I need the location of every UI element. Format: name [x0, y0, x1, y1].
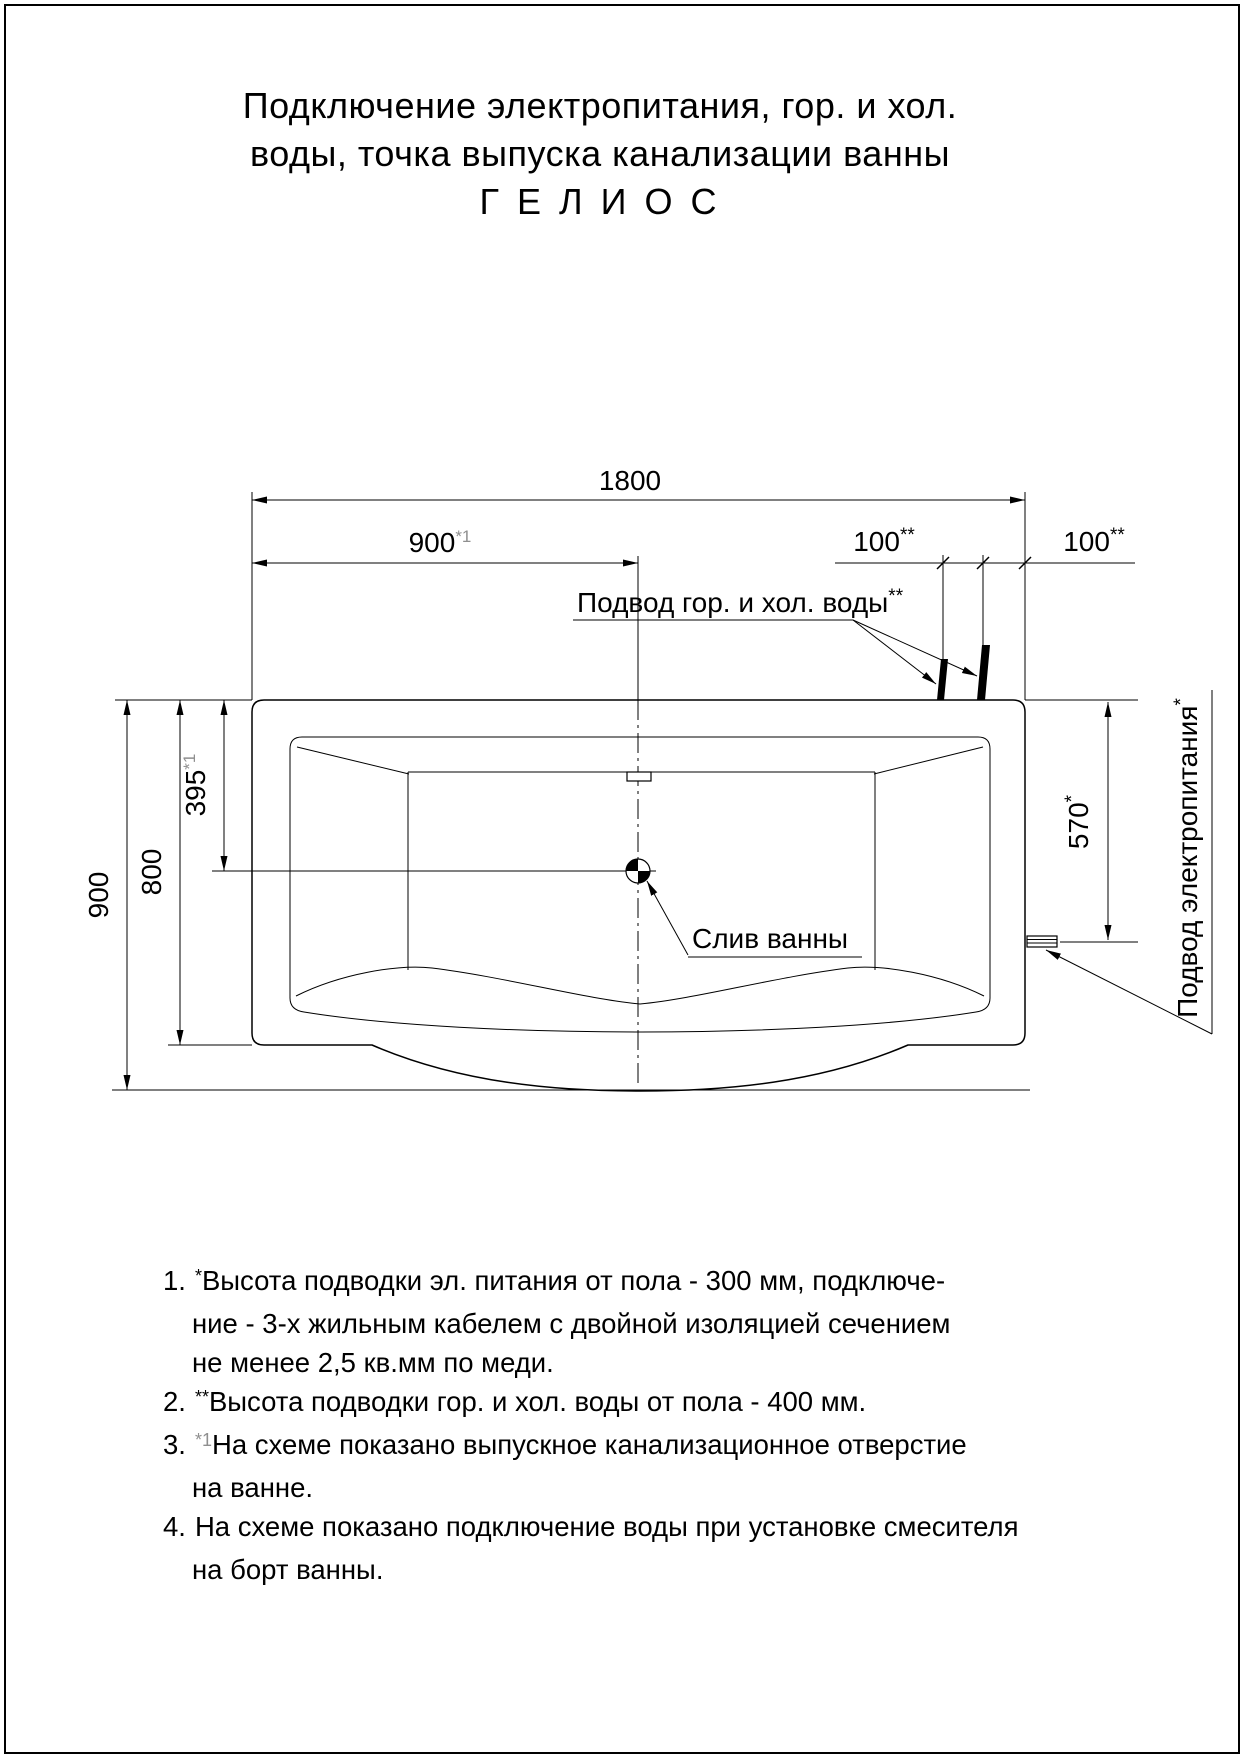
- dim-water-offset-2: 100**: [1063, 525, 1125, 557]
- dim-drain-from-edge: 395$^{*1}$: [180, 753, 211, 817]
- notes-list: [163, 1261, 1063, 1589]
- note-1-line-2: ние - 3-х жильным кабелем с двойной изоляцией сечением: [192, 1308, 951, 1339]
- water-pipe-icon: [977, 645, 990, 700]
- dim-power-from-edge: 570*: [1062, 794, 1094, 850]
- note-1-line-1: 1. *Высота подводки эл. питания от пола - 300 мм, подключе-: [163, 1265, 946, 1296]
- overflow-notch: [627, 772, 651, 781]
- dim-length-to-drain: 900$^{*1}$: [408, 527, 472, 558]
- dim-water-offset-1: 100**: [853, 525, 915, 557]
- note-1-line-3: не менее 2,5 кв.мм по меди.: [192, 1347, 554, 1378]
- seat-contour: [296, 967, 984, 1004]
- label-power-supply: Подвод электропитания*: [1171, 698, 1203, 1018]
- title-line-3: Г Е Л И О С: [479, 181, 721, 222]
- note-4-line-1: 4. На схеме показано подключение воды при установке смесителя: [163, 1511, 1019, 1542]
- water-supply-symbols: [573, 620, 990, 700]
- title-line-1: Подключение электропитания, гор. и хол.: [242, 85, 958, 126]
- label-drain: Слив ванны: [692, 923, 849, 954]
- dim-width-rim: 800: [136, 848, 167, 896]
- note-2-line-1: 2. **Высота подводки гор. и хол. воды от пола - 400 мм.: [163, 1386, 867, 1417]
- label-water-supply: Подвод гор. и хол. воды**: [577, 586, 904, 618]
- note-3-line-2: на ванне.: [192, 1472, 314, 1503]
- title-line-2: воды, точка выпуска канализации ванны: [250, 133, 950, 174]
- extension-lines: [112, 492, 1138, 1090]
- note-3-line-1: 3. $^{*1}$На схеме показано выпускное канализационное отверстие: [163, 1429, 967, 1460]
- power-connector-icon: [1027, 936, 1057, 947]
- note-4-line-2: на борт ванны.: [192, 1554, 384, 1585]
- water-pipe-icon: [937, 659, 948, 700]
- dim-width-total: 900: [83, 871, 114, 919]
- dim-length-total: 1800: [598, 465, 662, 496]
